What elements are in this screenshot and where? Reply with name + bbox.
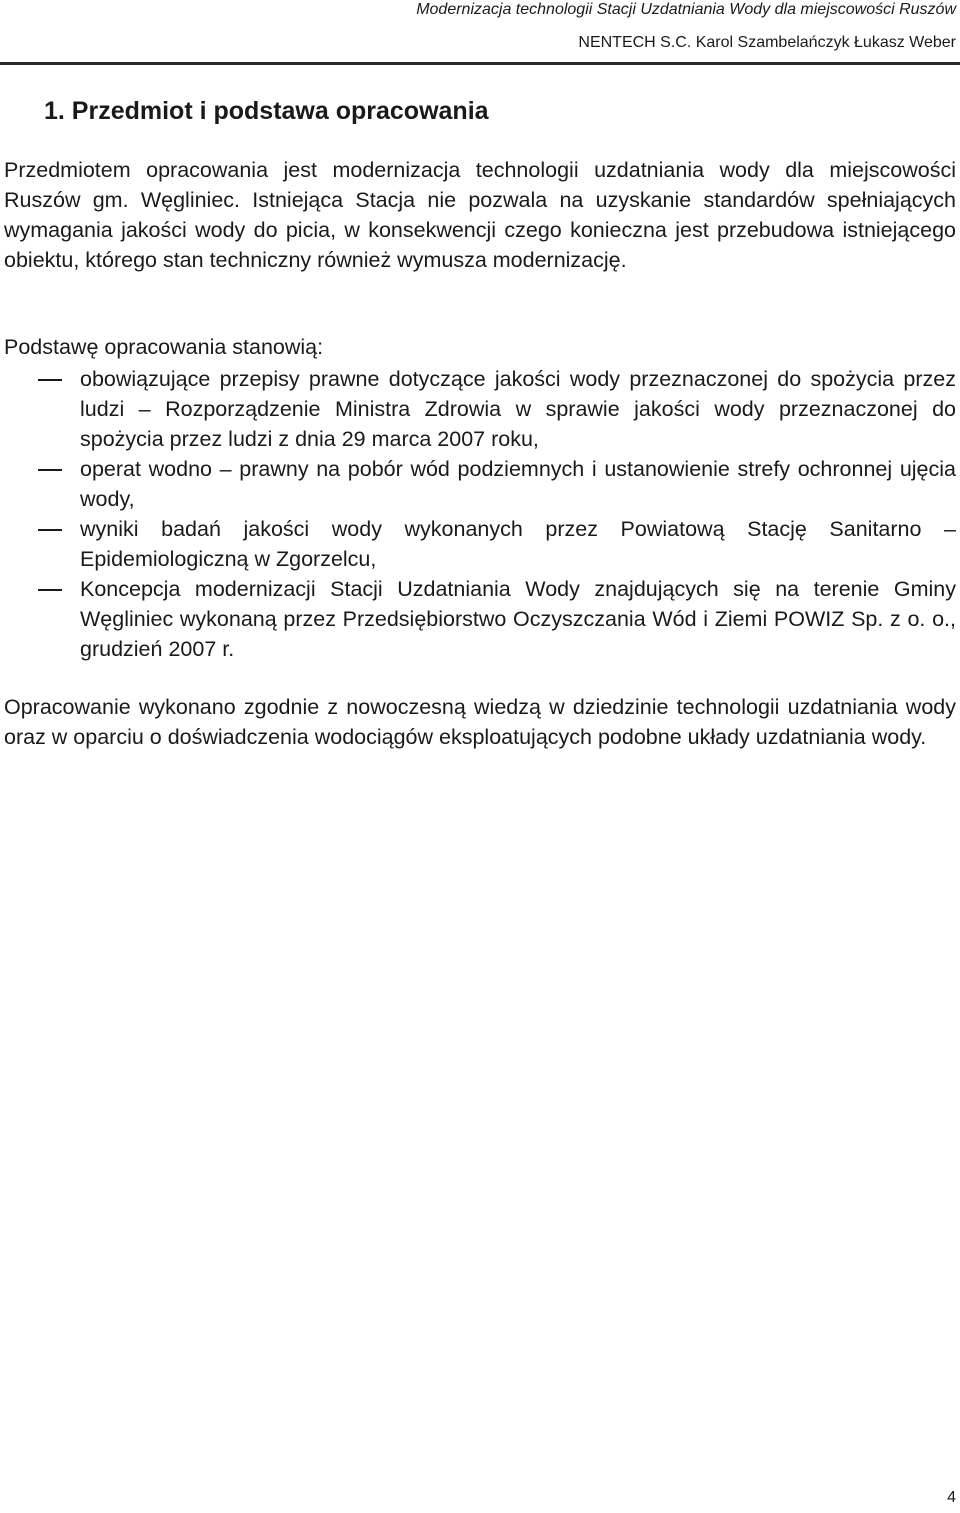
basis-list [4, 364, 956, 664]
list-item-text: wyniki badań jakości wody wykonanych przez Powiatową Stację Sanitarno – Epidemiologiczną w Zgorzelcu, [80, 517, 956, 571]
page-number: 4 [947, 1489, 956, 1506]
list-item [4, 574, 956, 664]
document-title: Modernizacja technologii Stacji Uzdatniania Wody dla miejscowości Ruszów [416, 1, 956, 18]
dash-bullet-icon [38, 379, 62, 381]
company-name: NENTECH S.C. Karol Szambelańczyk Łukasz Weber [578, 34, 956, 51]
paragraph-subject: Przedmiotem opracowania jest modernizacja technologii uzdatniania wody dla miejscowości Ruszów gm. Węgliniec. Istniejąca Stacja nie pozwala na uzyskanie standardów spełniających wymagania jakości wody do picia, w konsekwencji czego konieczna jest przebudowa istniejącego obiektu, którego stan techniczny również wymusza modernizację. [4, 158, 956, 272]
list-item-text: obowiązujące przepisy prawne dotyczące jakości wody przeznaczonej do spożycia przez ludzi – Rozporządzenie Ministra Zdrowia w sprawie jakości wody przeznaczonej do spożycia przez ludzi z dnia 29 marca 2007 roku, [80, 367, 956, 451]
dash-bullet-icon [38, 469, 62, 471]
section-heading: 1. Przedmiot i podstawa opracowania [44, 97, 489, 125]
list-item [4, 514, 956, 574]
dash-bullet-icon [38, 529, 62, 531]
list-item-text: Koncepcja modernizacji Stacji Uzdatniania Wody znajdujących się na terenie Gminy Węgliniec wykonaną przez Przedsiębiorstwo Oczyszczania Wód i Ziemi POWIZ Sp. z o. o., grudzień 2007 r. [80, 577, 956, 661]
header-divider [0, 62, 960, 65]
paragraph-methodology: Opracowanie wykonano zgodnie z nowoczesną wiedzą w dziedzinie technologii uzdatniania wody oraz w oparciu o doświadczenia wodociągów eksploatujących podobne układy uzdatniania wody. [4, 695, 956, 749]
paragraph-basis-intro: Podstawę opracowania stanowią: [4, 335, 324, 359]
list-item [4, 364, 956, 454]
dash-bullet-icon [38, 589, 62, 591]
list-item [4, 454, 956, 514]
list-item-text: operat wodno – prawny na pobór wód podziemnych i ustanowienie strefy ochronnej ujęcia wody, [80, 457, 956, 511]
